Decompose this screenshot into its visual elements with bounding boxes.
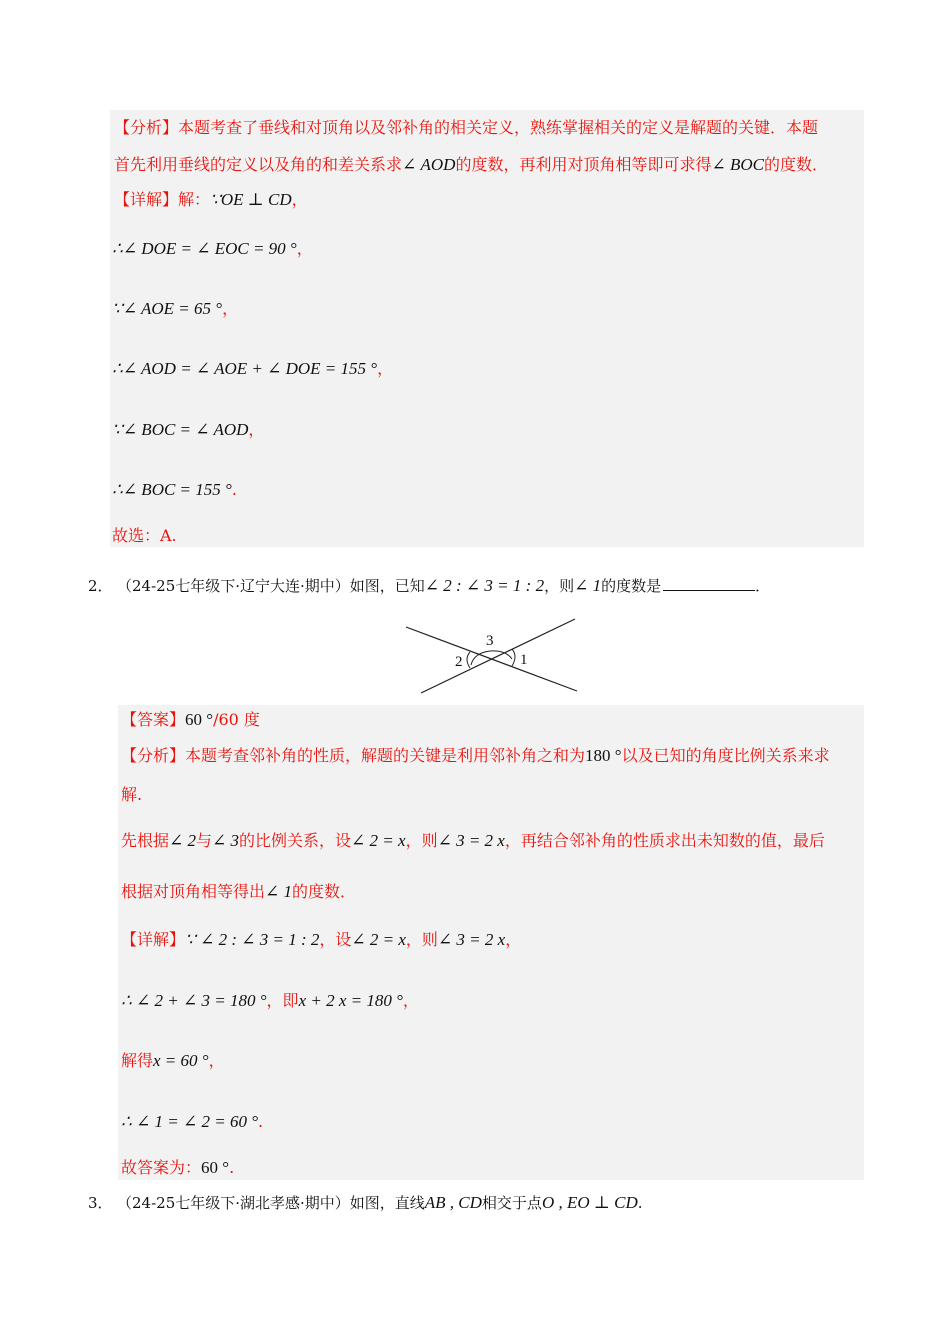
intersecting-lines-figure	[400, 613, 585, 698]
analysis-text: 本题考查邻补角的性质，解题的关键是利用邻补角之和为	[185, 746, 586, 765]
detail-2-step-2	[121, 1050, 225, 1072]
analysis-text: 的度数．	[292, 882, 357, 901]
analysis-2-line-2: 解.	[121, 785, 143, 804]
step-2	[112, 298, 238, 320]
detail-2-line	[121, 929, 521, 951]
math-expr: ∵∠ AOE = 65 °	[112, 299, 223, 318]
punct: ，	[296, 239, 313, 258]
math-expr: ∠ 1	[265, 882, 293, 901]
question-text: 相交于点	[481, 1194, 542, 1212]
analysis-text: 的比例关系，设	[239, 831, 352, 850]
math-expr: x = 60 °	[153, 1051, 209, 1070]
answer-tag: 【答案】	[121, 710, 186, 729]
math-expr: 180 °	[585, 746, 622, 765]
math-expr: ∵OE ⊥ CD	[210, 190, 292, 209]
math-expr: ∴ ∠ 1 = ∠ 2 = 60 °	[121, 1112, 259, 1131]
detail-2-step-1	[121, 990, 419, 1012]
analysis-2-para-1	[121, 830, 825, 852]
detail-tag: 【详解】	[114, 190, 179, 209]
punct: ．	[755, 577, 771, 595]
angle-label-1: 1	[520, 652, 528, 668]
step-4	[112, 419, 264, 441]
analysis-text: ，则	[405, 831, 438, 850]
answer-line	[121, 709, 260, 731]
math-expr: ∴∠ BOC = 155 °	[112, 480, 232, 499]
analysis-tag: 【分析】	[121, 746, 186, 765]
math-expr: 60 °	[201, 1158, 230, 1177]
punct: ，	[505, 930, 522, 949]
conclusion-text: 故答案为：	[121, 1158, 202, 1177]
punct: ，	[377, 359, 394, 378]
analysis-text: 以及已知的角度比例关系来求	[621, 746, 830, 765]
answer-alt: /60 度	[213, 710, 260, 729]
analysis-text: ，再结合邻补角的性质求出未知数的值，最后	[504, 831, 825, 850]
angle-label-3: 3	[486, 633, 494, 649]
detail-text: ，设	[319, 930, 352, 949]
angle-arc-1	[512, 649, 515, 666]
detail-text: ，即	[266, 991, 299, 1010]
math-expr: ∠ 3 = 2 x	[437, 831, 505, 850]
punct: ，	[208, 1051, 225, 1070]
math-expr: AB , CD	[424, 1193, 482, 1212]
question-text-3	[117, 1192, 643, 1214]
math-expr: ∠ 3 = 2 x	[437, 930, 506, 949]
question-number-2: 2．	[88, 577, 113, 595]
question-text: 的度数是	[601, 577, 662, 595]
math-expr: ∵∠ BOC = ∠ AOD	[112, 420, 249, 439]
analysis-text: 首先利用垂线的定义以及角的和差关系求	[114, 155, 403, 174]
punct: .	[258, 1112, 264, 1131]
step-3	[112, 358, 393, 380]
analysis-text: 的度数，再利用对顶角相等即可求得	[455, 155, 712, 174]
math-expr: ∠ 1	[574, 576, 602, 595]
math-expr: ∴∠ AOD = ∠ AOE + ∠ DOE = 155 °	[112, 359, 378, 378]
analysis-2-para-2	[121, 881, 356, 903]
math-expr: x + 2 x = 180 °	[298, 991, 403, 1010]
math-expr: ∠ 3	[212, 831, 240, 850]
question-text-2	[117, 575, 770, 597]
step-5	[112, 479, 237, 501]
analysis-2-line-1	[121, 745, 830, 767]
math-expr: ∵ ∠ 2 : ∠ 3 = 1 : 2	[185, 930, 320, 949]
analysis-tag: 【分析】	[114, 118, 179, 137]
math-expr: ∠ 2 = x	[351, 930, 406, 949]
math-expr: ∠ 2 : ∠ 3 = 1 : 2	[424, 576, 545, 595]
question-source: （24-25七年级下·湖北孝感·期中）如图，直线	[117, 1194, 425, 1212]
answer-blank	[663, 576, 755, 591]
math-expr: ∴∠ DOE = ∠ EOC = 90 °	[112, 239, 297, 258]
analysis-text: 与	[196, 831, 213, 850]
step-1	[112, 238, 313, 260]
detail-tag: 【详解】	[121, 930, 186, 949]
conclusion-1: 故选：A.	[112, 526, 177, 545]
analysis-text: 的度数．	[763, 155, 828, 174]
punct: .	[231, 480, 237, 499]
math-expr: ∴ ∠ 2 + ∠ 3 = 180 °	[121, 991, 267, 1010]
punct: .	[637, 1194, 643, 1212]
detail-text: ，则	[405, 930, 438, 949]
conclusion-2	[121, 1157, 234, 1179]
math-expr: O , EO ⊥ CD	[541, 1193, 638, 1212]
question-number-3: 3．	[88, 1194, 113, 1212]
angle-arc-2	[467, 652, 470, 668]
punct: ，	[222, 299, 239, 318]
question-source: （24-25七年级下·辽宁大连·期中）如图，已知	[117, 577, 425, 595]
math-expr: ∠ AOD	[402, 155, 456, 174]
detail-text: 解：	[178, 190, 211, 209]
detail-2-step-3	[121, 1111, 263, 1133]
analysis-line-2	[114, 154, 828, 176]
punct: ，	[402, 991, 419, 1010]
analysis-line-1	[114, 117, 818, 139]
math-expr: 60 °	[185, 710, 214, 729]
detail-line: 【详解】解：∵OE ⊥ CD，	[114, 190, 308, 209]
punct: ，	[248, 420, 265, 439]
angle-label-2: 2	[455, 654, 463, 670]
question-text: ，则	[544, 577, 575, 595]
analysis-text: 先根据	[121, 831, 170, 850]
analysis-text: 本题考查了垂线和对顶角以及邻补角的相关定义，熟练掌握相关的定义是解题的关键．本题	[178, 118, 819, 137]
math-expr: ∠ 2	[169, 831, 197, 850]
math-expr: ∠ BOC	[711, 155, 764, 174]
analysis-text: 根据对顶角相等得出	[121, 882, 266, 901]
punct: .	[229, 1158, 235, 1177]
math-expr: ∠ 2 = x	[351, 831, 406, 850]
detail-text: 解得	[121, 1051, 154, 1070]
